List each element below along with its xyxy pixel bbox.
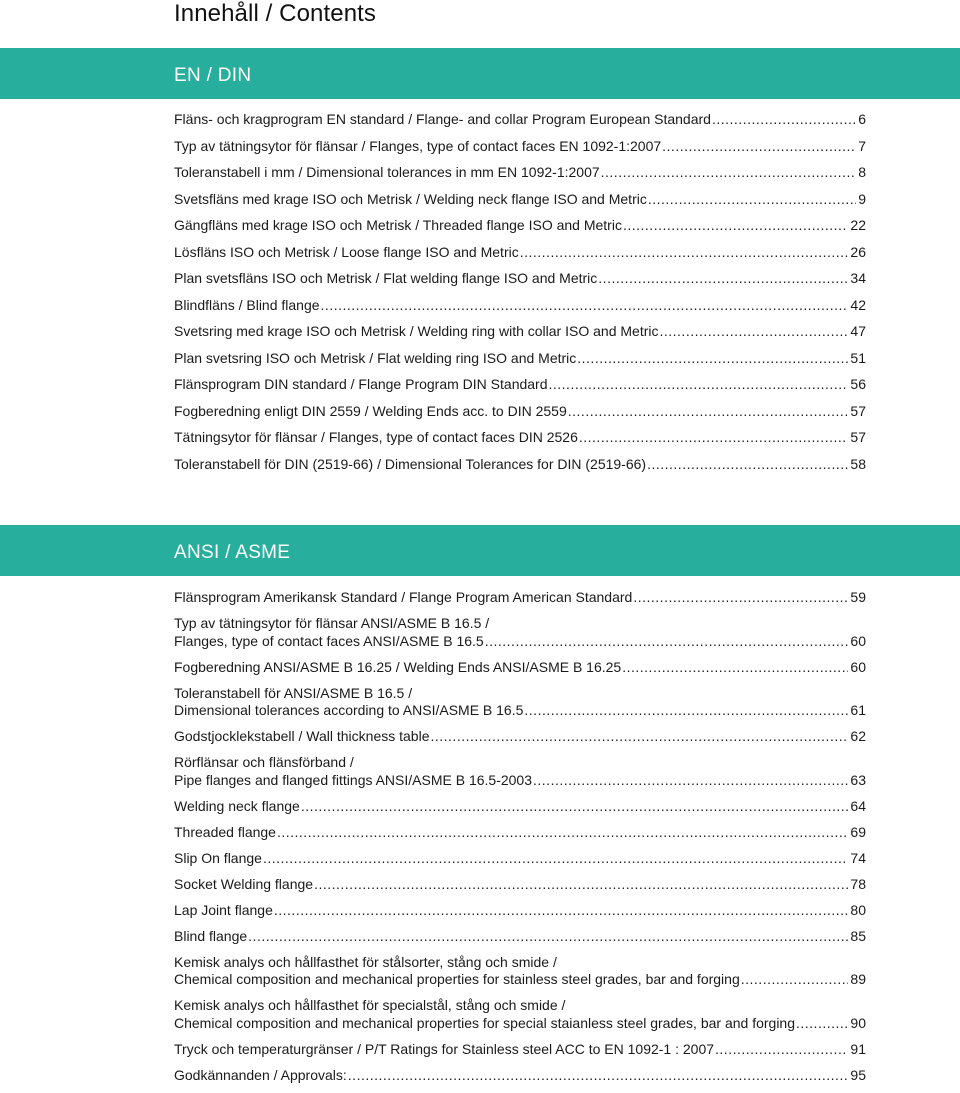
entry-title-line: Typ av tätningsytor för flänsar ANSI/ASME B 16.5 / — [174, 615, 490, 631]
entry-title: Dimensional tolerances according to ANSI/ASME B 16.5 — [174, 702, 524, 718]
dot-leader — [741, 971, 849, 989]
section-header-ansi-asme — [0, 525, 960, 576]
page-number: 51 — [850, 349, 866, 366]
page-number: 62 — [850, 728, 866, 744]
entry-row — [174, 456, 866, 474]
page-number: 57 — [850, 402, 866, 419]
page-number: 42 — [850, 296, 866, 313]
entry-title: Blindfläns / Blind flange — [174, 296, 320, 313]
toc-entry[interactable] — [174, 997, 866, 1032]
entry-row — [174, 772, 866, 790]
page-number: 64 — [850, 797, 866, 814]
entry-row — [174, 191, 866, 209]
toc-entry[interactable] — [174, 659, 866, 677]
entry-row — [174, 659, 866, 677]
entry-row — [174, 902, 866, 920]
dot-leader — [314, 876, 848, 894]
toc-entry[interactable] — [174, 1067, 866, 1085]
entry-title-line: Kemisk analys och hållfasthet för stålsorter, stång och smide / — [174, 953, 557, 970]
entry-row — [174, 164, 866, 182]
dot-leader — [348, 1067, 849, 1085]
page-number: 34 — [850, 270, 866, 286]
dot-leader — [648, 191, 856, 209]
entry-row — [174, 138, 866, 156]
entry-row — [174, 217, 866, 235]
entry-row — [174, 1041, 866, 1059]
dot-leader — [598, 270, 848, 288]
toc-entry[interactable] — [174, 754, 866, 789]
entry-row — [174, 429, 866, 447]
toc-entry[interactable] — [174, 1041, 866, 1059]
dot-leader — [277, 824, 848, 842]
entry-title: Flänsprogram DIN standard / Flange Program DIN Standard — [174, 376, 548, 392]
entry-title: Typ av tätningsytor för flänsar / Flanges, type of contact faces EN 1092-1:2007 — [174, 137, 662, 154]
entry-title: Blind flange — [174, 927, 248, 944]
entry-title: Flanges, type of contact faces ANSI/ASME B 16.5 — [174, 632, 484, 649]
entry-title: Flänsprogram Amerikansk Standard / Flange Program American Standard — [174, 589, 633, 605]
entry-row — [174, 798, 866, 816]
page-number: 60 — [850, 632, 866, 649]
dot-leader — [659, 323, 848, 341]
dot-leader — [715, 1041, 848, 1059]
entry-title: Plan svetsring ISO och Metrisk / Flat welding ring ISO and Metric — [174, 349, 577, 366]
toc-entry[interactable] — [174, 429, 866, 447]
dot-leader — [568, 403, 849, 421]
dot-leader — [485, 633, 849, 651]
toc-entry[interactable] — [174, 728, 866, 746]
dot-leader — [662, 138, 856, 156]
dot-leader — [577, 350, 848, 368]
dot-leader — [533, 772, 848, 790]
entry-title: Fläns- och kragprogram EN standard / Flange- and collar Program European Standard — [174, 111, 711, 127]
toc-entry[interactable] — [174, 297, 866, 315]
page-number: 22 — [850, 217, 866, 233]
entry-title: Tätningsytor för flänsar / Flanges, type of contact faces DIN 2526 — [174, 429, 578, 445]
toc-entry[interactable] — [174, 456, 866, 474]
entry-row — [174, 270, 866, 288]
toc-entry[interactable] — [174, 244, 866, 262]
page-number: 58 — [850, 455, 866, 472]
toc-entry[interactable] — [174, 589, 866, 607]
toc-entry[interactable] — [174, 824, 866, 842]
page-number: 85 — [850, 927, 866, 944]
dot-leader — [712, 111, 856, 129]
entry-title: Socket Welding flange — [174, 875, 314, 892]
page-number: 47 — [850, 323, 866, 339]
entry-row — [174, 376, 866, 394]
entry-title-line: Rörflänsar och flänsförband / — [174, 754, 354, 770]
toc-entry[interactable] — [174, 685, 866, 720]
dot-leader — [549, 376, 849, 394]
entry-title: Slip On flange — [174, 849, 262, 866]
entry-title: Chemical composition and mechanical properties for special staianless steel grades, bar and forging — [174, 1014, 795, 1031]
entry-title: Toleranstabell i mm / Dimensional tolerances in mm EN 1092-1:2007 — [174, 164, 600, 180]
toc-entry[interactable] — [174, 217, 866, 235]
entry-row — [174, 633, 866, 651]
entry-row — [174, 244, 866, 262]
toc-entry[interactable] — [174, 798, 866, 816]
dot-leader — [796, 1015, 848, 1033]
page-number: 90 — [850, 1014, 866, 1031]
entry-title: Godstjocklekstabell / Wall thickness table — [174, 728, 430, 744]
dot-leader — [520, 244, 849, 262]
entry-row — [174, 350, 866, 368]
entry-title: Toleranstabell för DIN (2519-66) / Dimensional Tolerances for DIN (2519-66) — [174, 455, 647, 472]
entry-title: Lap Joint flange — [174, 901, 273, 918]
dot-leader — [623, 217, 848, 235]
entry-title: Threaded flange — [174, 823, 276, 840]
dot-leader — [301, 798, 849, 816]
entry-row — [174, 928, 866, 946]
entry-title: Tryck och temperaturgränser / P/T Ratings for Stainless steel ACC to EN 1092-1 : 2007 — [174, 1040, 715, 1057]
page-number: 60 — [850, 658, 866, 675]
toc-entry[interactable] — [174, 376, 866, 394]
entry-row — [174, 403, 866, 421]
toc-entry[interactable] — [174, 323, 866, 341]
toc-entry[interactable] — [174, 902, 866, 920]
entry-row — [174, 971, 866, 989]
page-number: 56 — [850, 376, 866, 392]
entry-row — [174, 297, 866, 315]
entry-title: Plan svetsfläns ISO och Metrisk / Flat welding flange ISO and Metric — [174, 270, 598, 286]
toc-entry[interactable] — [174, 954, 866, 989]
dot-leader — [321, 297, 849, 315]
page-number: 69 — [850, 823, 866, 840]
dot-leader — [622, 659, 848, 677]
page-number: 63 — [850, 771, 866, 788]
entry-title: Lösfläns ISO och Metrisk / Loose flange ISO and Metric — [174, 243, 519, 260]
entry-title: Pipe flanges and flanged fittings ANSI/ASME B 16.5-2003 — [174, 771, 533, 788]
dot-leader — [601, 164, 857, 182]
page-title: Innehåll / Contents — [174, 0, 377, 27]
page-number: 89 — [850, 971, 866, 987]
entry-title: Svetsring med krage ISO och Metrisk / Welding ring with collar ISO and Metric — [174, 323, 659, 339]
entry-title: Fogberedning ANSI/ASME B 16.25 / Welding Ends ANSI/ASME B 16.25 — [174, 658, 622, 675]
page-number: 91 — [850, 1040, 866, 1057]
toc-entry[interactable] — [174, 191, 866, 209]
page-number: 26 — [850, 243, 866, 260]
section-title: ANSI / ASME — [174, 542, 291, 563]
dot-leader — [274, 902, 849, 920]
page-number: 8 — [858, 164, 866, 180]
page-number: 74 — [850, 849, 866, 866]
dot-leader — [633, 589, 848, 607]
toc-entry[interactable] — [174, 270, 866, 288]
page-number: 6 — [858, 111, 866, 127]
page-number: 80 — [850, 901, 866, 918]
entry-row — [174, 876, 866, 894]
toc-list-en-din — [174, 111, 866, 473]
entry-row — [174, 824, 866, 842]
entry-row — [174, 111, 866, 129]
entry-title: Fogberedning enligt DIN 2559 / Welding Ends acc. to DIN 2559 — [174, 402, 567, 419]
section-title: EN / DIN — [174, 65, 252, 86]
entry-title: Gängfläns med krage ISO och Metrisk / Threaded flange ISO and Metric — [174, 217, 622, 233]
entry-row — [174, 850, 866, 868]
page-number: 78 — [850, 875, 866, 892]
entry-row — [174, 323, 866, 341]
section-header-en-din — [0, 48, 960, 99]
dot-leader — [524, 702, 848, 720]
entry-row — [174, 728, 866, 746]
toc-entry[interactable] — [174, 850, 866, 868]
entry-title: Chemical composition and mechanical properties for stainless steel grades, bar and forging — [174, 971, 740, 987]
toc-entry[interactable] — [174, 876, 866, 894]
dot-leader — [248, 928, 848, 946]
toc-entry[interactable] — [174, 111, 866, 129]
toc-entry[interactable] — [174, 403, 866, 421]
page-number: 7 — [858, 137, 866, 154]
entry-title: Godkännanden / Approvals: — [174, 1066, 347, 1083]
toc-list-ansi-asme — [174, 589, 866, 1084]
dot-leader — [647, 456, 848, 474]
page-number: 95 — [850, 1066, 866, 1083]
dot-leader — [263, 850, 848, 868]
page-number: 59 — [850, 589, 866, 605]
entry-row — [174, 589, 866, 607]
dot-leader — [430, 728, 848, 746]
toc-entry[interactable] — [174, 928, 866, 946]
toc-entry[interactable] — [174, 615, 866, 650]
dot-leader — [579, 429, 849, 447]
entry-row — [174, 1015, 866, 1033]
toc-entry[interactable] — [174, 350, 866, 368]
page-number: 9 — [858, 190, 866, 207]
page-number: 57 — [850, 429, 866, 445]
entry-title-line: Kemisk analys och hållfasthet för specialstål, stång och smide / — [174, 997, 566, 1013]
entry-row — [174, 1067, 866, 1085]
entry-title-line: Toleranstabell för ANSI/ASME B 16.5 / — [174, 684, 413, 701]
toc-entry[interactable] — [174, 138, 866, 156]
page-number: 61 — [850, 702, 866, 718]
entry-row — [174, 702, 866, 720]
entry-title: Welding neck flange — [174, 797, 300, 814]
toc-entry[interactable] — [174, 164, 866, 182]
entry-title: Svetsfläns med krage ISO och Metrisk / Welding neck flange ISO and Metric — [174, 190, 647, 207]
